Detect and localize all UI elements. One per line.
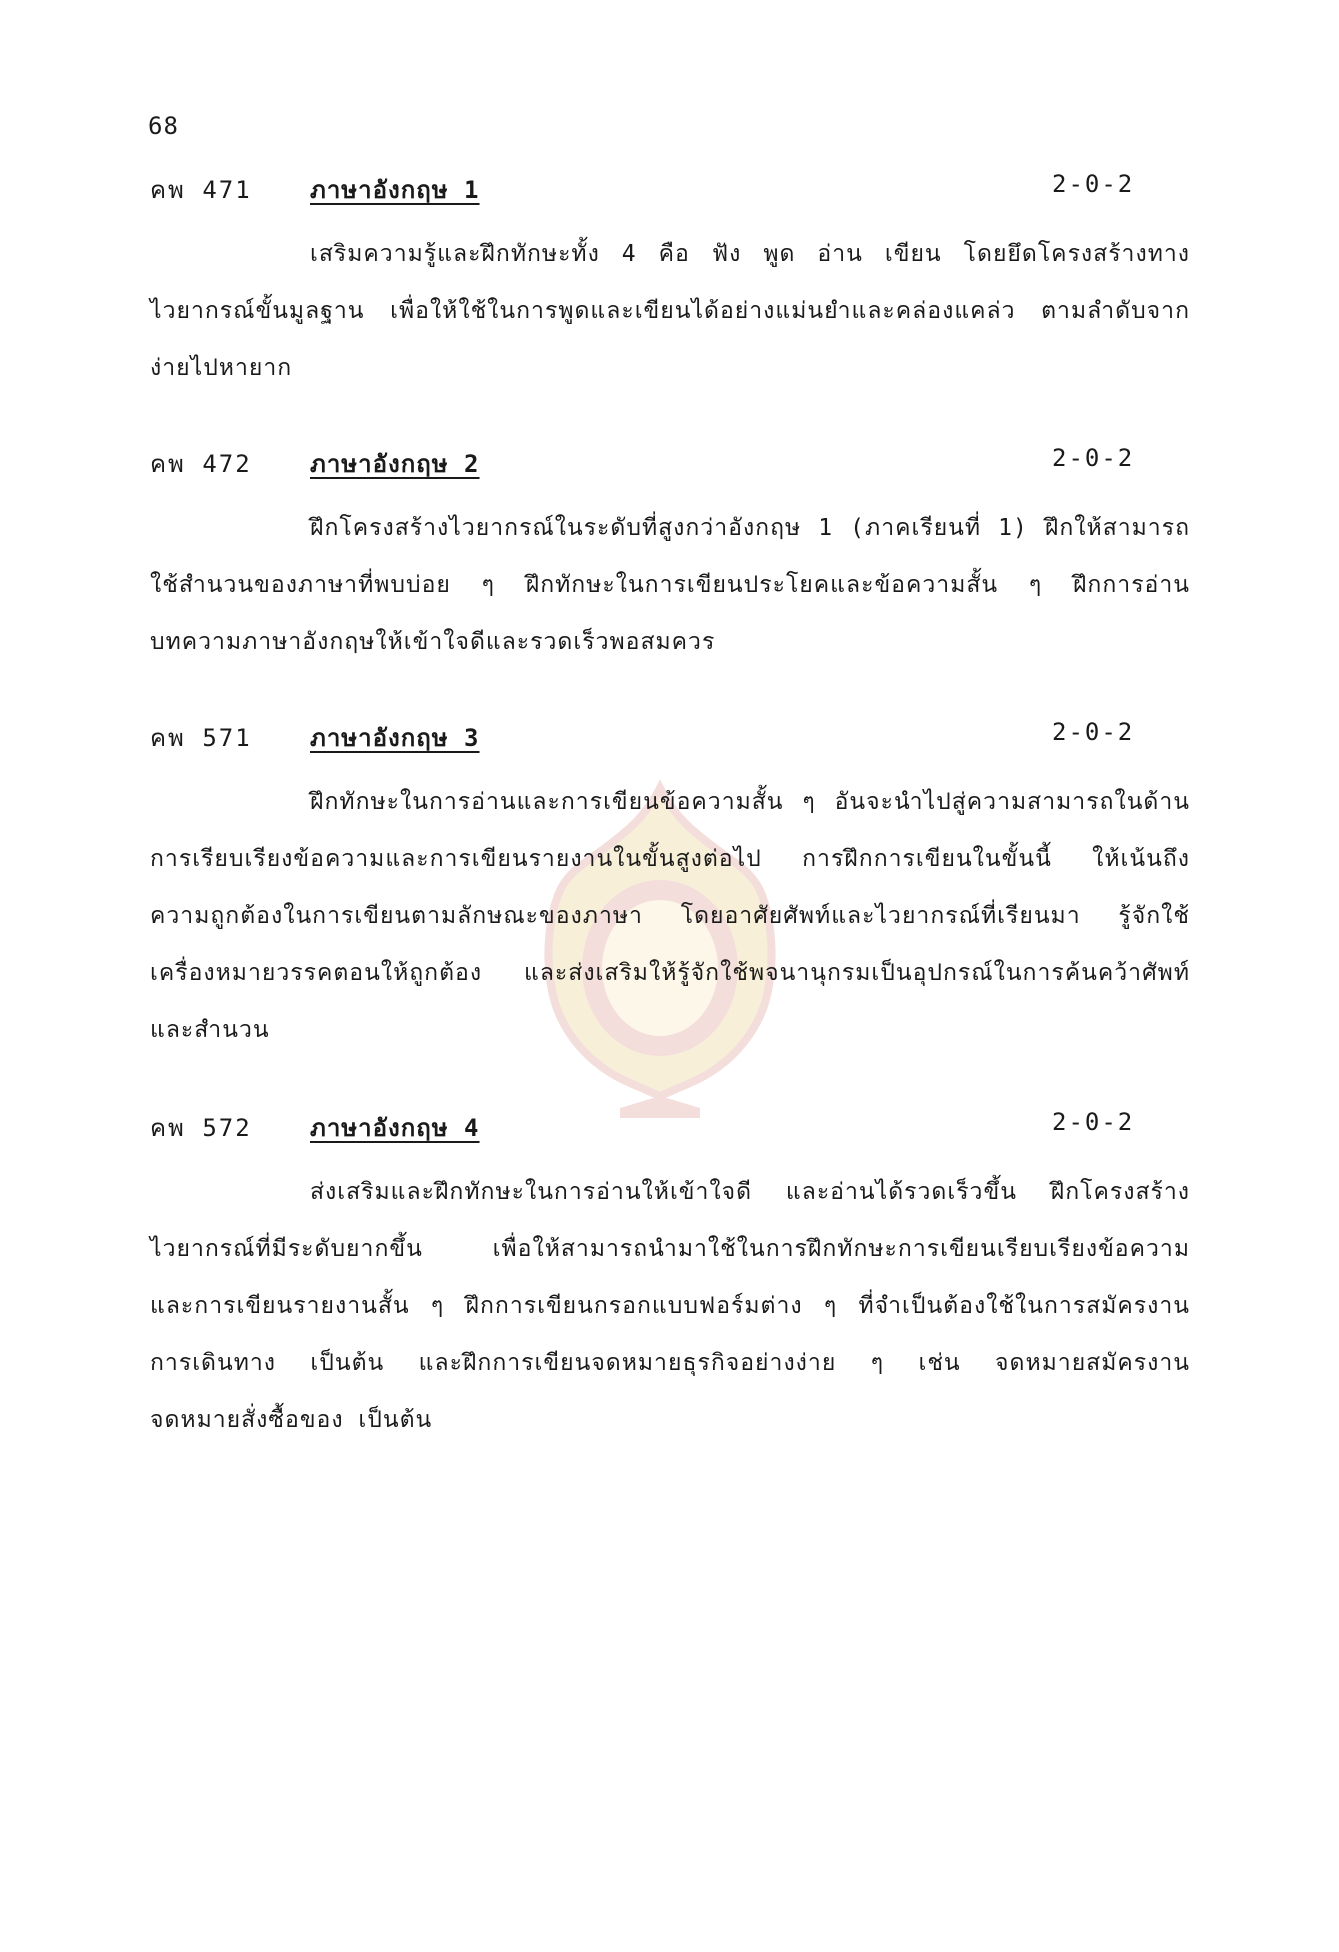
- course-code: คพ 472: [150, 450, 252, 478]
- course-description: ส่งเสริมและฝึกทักษะในการอ่านให้เข้าใจดี และอ่านได้รวดเร็วขึ้น ฝึกโครงสร้างไวยากรณ์ที่มีระดับยากขึ้น เพื่อให้สามารถนำมาใช้ในการฝึกทักษะการเขียนเรียบเรียงข้อความ และการเขียนรายงานสั้น ๆ ฝึกการเขียนกรอกแบบฟอร์มต่าง ๆ ที่จำเป็นต้องใช้ในการสมัครงาน การเดินทาง เป็นต้น และฝึกการเขียนจดหมายธุรกิจอย่างง่าย ๆ เช่น จดหมายสมัครงาน จดหมายสั่งซื้อของ เป็นต้น: [150, 1179, 1190, 1433]
- course-description: ฝึกทักษะในการอ่านและการเขียนข้อความสั้น ๆ อันจะนำไปสู่ความสามารถในด้านการเรียบเรียงข้อความและการเขียนรายงานในขั้นสูงต่อไป การฝึกการเขียนในขั้นนี้ ให้เน้นถึงความถูกต้องในการเขียนตามลักษณะของภาษา โดยอาศัยศัพท์และไวยากรณ์ที่เรียนมา รู้จักใช้เครื่องหมายวรรคตอนให้ถูกต้อง และส่งเสริมให้รู้จักใช้พจนานุกรมเป็นอุปกรณ์ในการค้นคว้าศัพท์และสำนวน: [150, 789, 1190, 1043]
- course-header: [0, 1108, 1339, 1148]
- course-description: เสริมความรู้และฝึกทักษะทั้ง 4 คือ ฟัง พูด อ่าน เขียน โดยยึดโครงสร้างทางไวยากรณ์ขั้นมูลฐาน เพื่อให้ใช้ในการพูดและเขียนได้อย่างแม่นยำและคล่องแคล่ว ตามลำดับจากง่ายไปหายาก: [150, 241, 1190, 381]
- course-description: ฝึกโครงสร้างไวยากรณ์ในระดับที่สูงกว่าอังกฤษ 1 (ภาคเรียนที่ 1) ฝึกให้สามารถใช้สำนวนของภาษาที่พบบ่อย ๆ ฝึกทักษะในการเขียนประโยคและข้อความสั้น ๆ ฝึกการอ่านบทความภาษาอังกฤษให้เข้าใจดีและรวดเร็วพอสมควร: [150, 515, 1190, 655]
- course-title: ภาษาอังกฤษ 1: [310, 176, 480, 204]
- course-header: [0, 170, 1339, 210]
- course-credits: 2-0-2: [1052, 1108, 1135, 1136]
- course-block: [0, 170, 1339, 381]
- course-code: คพ 571: [150, 724, 252, 752]
- course-code: คพ 572: [150, 1114, 252, 1142]
- course-title: ภาษาอังกฤษ 3: [310, 724, 480, 752]
- course-code: คพ 471: [150, 176, 252, 204]
- course-title: ภาษาอังกฤษ 2: [310, 450, 480, 478]
- course-title: ภาษาอังกฤษ 4: [310, 1114, 480, 1142]
- course-credits: 2-0-2: [1052, 170, 1135, 198]
- page-number: 68: [148, 112, 179, 140]
- course-block: [0, 444, 1339, 655]
- course-credits: 2-0-2: [1052, 444, 1135, 472]
- course-header: [0, 444, 1339, 484]
- course-credits: 2-0-2: [1052, 718, 1135, 746]
- course-header: [0, 718, 1339, 758]
- course-block: [0, 718, 1339, 1043]
- course-block: [0, 1108, 1339, 1433]
